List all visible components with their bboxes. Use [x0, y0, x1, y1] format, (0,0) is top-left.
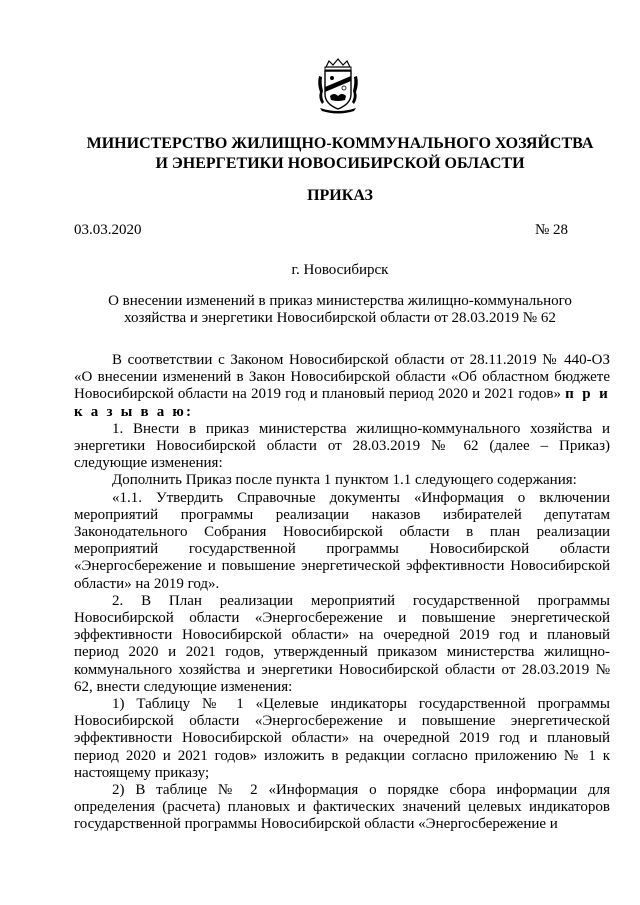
ministry-name-line1: МИНИСТЕРСТВО ЖИЛИЩНО-КОММУНАЛЬНОГО ХОЗЯЙСТВА: [86, 135, 594, 152]
document-number: № 28: [534, 222, 568, 238]
item-2-paragraph: 2. В План реализации мероприятий государственной программы Новосибирской области «Энергосбережение и повышение энергетической эффективности Новосибирской области» на очередной 2019 год и плановый период 2020 и 2021 годов, утвержденный приказом министерства жилищно-коммунального хозяйства и энергетики Новосибирской области от 28.03.2019 № 62, внести следующие изменения:: [74, 592, 610, 695]
item-1-paragraph: 1. Внести в приказ министерства жилищно-коммунального хозяйства и энергетики Новосибирской области от 28.03.2019 № 62 (далее – Приказ) следующие изменения:: [74, 420, 610, 472]
document-type-title: ПРИКАЗ: [307, 187, 373, 204]
ministry-name-line2: И ЭНЕРГЕТИКИ НОВОСИБИРСКОЙ ОБЛАСТИ: [155, 155, 525, 172]
item-2-2-paragraph: 2) В таблице № 2 «Информация о порядке сбора информации для определения (расчета) плановых и фактических значений целевых индикаторов государственной программы Новосибирской области «Энергосбережение и: [74, 782, 610, 833]
document-city: г. Новосибирск: [291, 262, 389, 278]
coat-of-arms-icon: [316, 58, 360, 114]
subject-line1: О внесении изменений в приказ министерства жилищно-коммунального: [108, 293, 572, 309]
decree-word: п р и к а з ы в а ю:: [74, 386, 610, 420]
ministry-name: [60, 134, 620, 174]
intro-paragraph: [74, 352, 610, 421]
document-body: [74, 352, 610, 834]
subject-line2: хозяйства и энергетики Новосибирской области от 28.03.2019 № 62: [124, 310, 556, 326]
item-2-1-paragraph: 1) Таблицу № 1 «Целевые индикаторы государственной программы Новосибирской области «Энергосбережение и повышение энергетической эффективности Новосибирской области» на очередной 2019 год и плановый период 2020 и 2021 годов» изложить в редакции согласно приложению № 1 к настоящему приказу;: [74, 696, 610, 781]
intro-text: В соответствии с Законом Новосибирской области от 28.11.2019 № 440-ОЗ «О внесении изменений в Закон Новосибирской области «Об областном бюджете Новосибирской области на 2019 год и плановый период 2020 и 2021 годов»: [74, 352, 610, 403]
document-date: 03.03.2020: [74, 222, 142, 238]
document-subject: [60, 293, 620, 327]
item-1-addition-paragraph: Дополнить Приказ после пункта 1 пунктом 1.1 следующего содержания:: [112, 472, 577, 489]
item-1-1-paragraph: «1.1. Утвердить Справочные документы «Информация о включении мероприятий программы реализации наказов избирателей депутатам Законодательного Собрания Новосибирской области в план реализации мероприятий государственной программы Новосибирской области «Энергосбережение и повышение энергетической эффективности Новосибирской области» на 2019 год».: [74, 489, 610, 592]
